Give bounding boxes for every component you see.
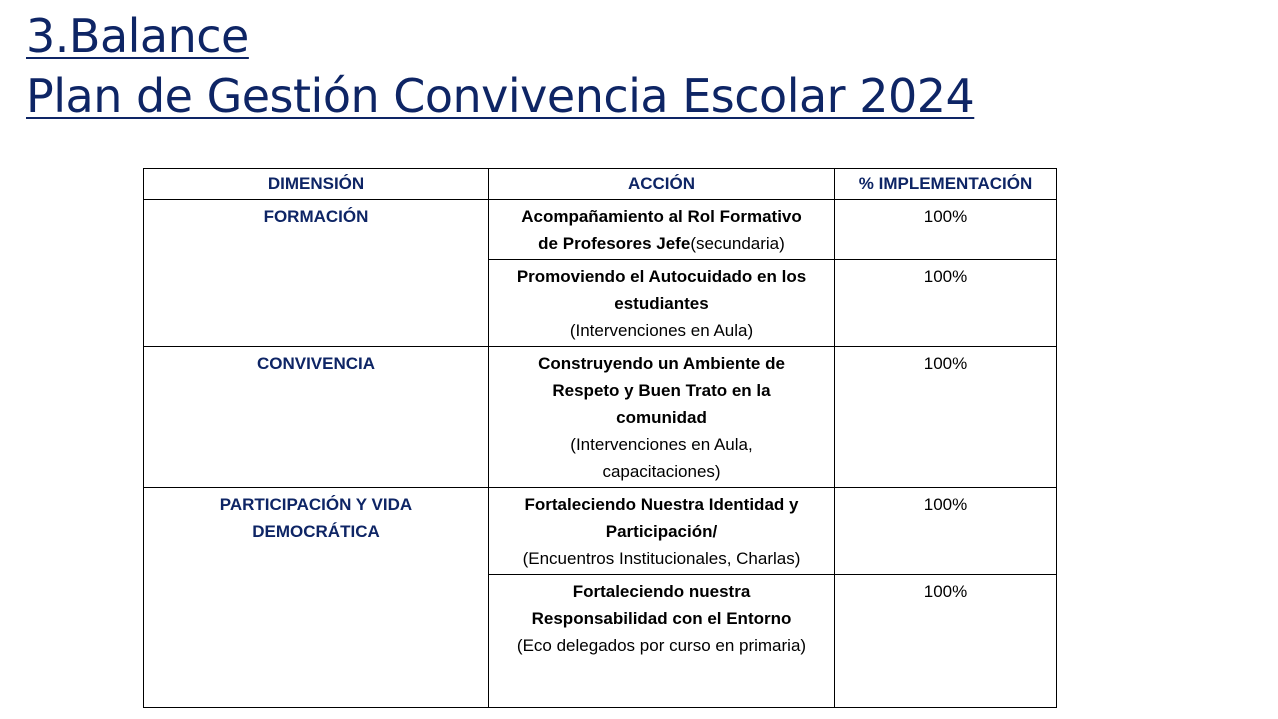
header-dimension: DIMENSIÓN — [144, 169, 489, 200]
action-title: Acompañamiento al Rol Formativo de Profesores Jefe — [521, 207, 802, 253]
percent-value: 100% — [923, 207, 968, 226]
action-cell — [489, 260, 835, 347]
header-implementation: % IMPLEMENTACIÓN — [835, 169, 1057, 200]
dimension-cell-participacion — [144, 488, 489, 708]
dimension-label: PARTICIPACIÓN Y VIDA DEMOCRÁTICA — [219, 495, 413, 541]
percent-value: 100% — [923, 354, 968, 373]
table-row — [144, 347, 1057, 488]
header-action: ACCIÓN — [489, 169, 835, 200]
action-cell — [489, 488, 835, 575]
action-detail: (Intervenciones en Aula) — [569, 321, 754, 340]
action-detail: (Intervenciones en Aula, capacitaciones) — [570, 435, 753, 481]
dimension-label: CONVIVENCIA — [256, 354, 376, 373]
action-title: Fortaleciendo Nuestra Identidad y Participación/ — [524, 495, 799, 541]
action-detail: (Encuentros Institucionales, Charlas) — [522, 549, 801, 568]
table-row — [144, 200, 1057, 260]
action-cell — [489, 347, 835, 488]
action-detail: (Eco delegados por curso en primaria) — [516, 636, 807, 655]
table-header-row — [144, 169, 1057, 200]
percent-cell — [835, 260, 1057, 347]
title-line-2: Plan de Gestión Convivencia Escolar 2024 — [26, 69, 975, 123]
percent-value: 100% — [923, 267, 968, 286]
percent-cell — [835, 575, 1057, 708]
percent-value: 100% — [923, 582, 968, 601]
percent-value: 100% — [923, 495, 968, 514]
percent-cell — [835, 347, 1057, 488]
action-title: Fortaleciendo nuestra Responsabilidad con el Entorno — [531, 582, 792, 628]
action-title: Construyendo un Ambiente de Respeto y Buen Trato en la comunidad — [538, 354, 785, 427]
percent-cell — [835, 200, 1057, 260]
title-line-1: 3.Balance — [26, 9, 249, 63]
dimension-label: FORMACIÓN — [263, 207, 369, 226]
action-detail: (secundaria) — [690, 234, 785, 253]
action-cell — [489, 575, 835, 708]
balance-table — [143, 168, 1057, 708]
dimension-cell-formacion — [144, 200, 489, 347]
action-cell — [489, 200, 835, 260]
percent-cell — [835, 488, 1057, 575]
action-title: Promoviendo el Autocuidado en los estudiantes — [516, 267, 807, 313]
dimension-cell-convivencia — [144, 347, 489, 488]
slide-title — [26, 6, 1246, 126]
table-row — [144, 488, 1057, 575]
